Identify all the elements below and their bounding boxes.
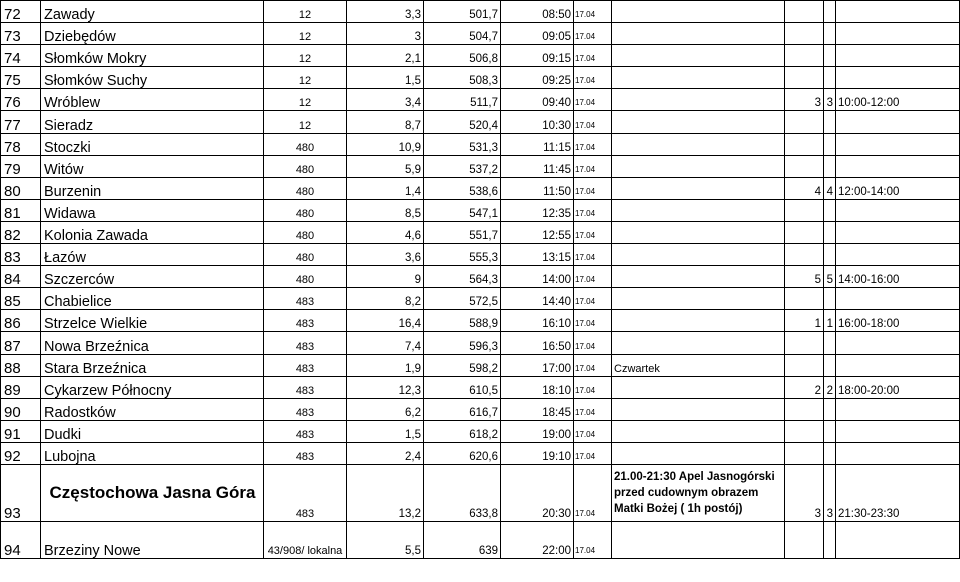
distance-km: 5,5 bbox=[347, 521, 424, 558]
total-km: 572,5 bbox=[424, 288, 501, 310]
table-row bbox=[1, 1, 960, 23]
arrival-time: 19:00 bbox=[501, 420, 574, 442]
stop-count-b bbox=[824, 45, 836, 67]
stop-note bbox=[612, 521, 785, 558]
stop-note bbox=[612, 89, 785, 111]
distance-km: 2,1 bbox=[347, 45, 424, 67]
arrival-time: 16:50 bbox=[501, 332, 574, 354]
total-km: 610,5 bbox=[424, 376, 501, 398]
arrival-time: 14:40 bbox=[501, 288, 574, 310]
arrival-time: 11:50 bbox=[501, 177, 574, 199]
distance-km: 8,5 bbox=[347, 199, 424, 221]
distance-km: 10,9 bbox=[347, 133, 424, 155]
stop-note bbox=[612, 155, 785, 177]
stop-count-b bbox=[824, 332, 836, 354]
stop-number: 83 bbox=[1, 244, 41, 266]
stop-name: Wróblew bbox=[41, 89, 264, 111]
stop-count-b bbox=[824, 67, 836, 89]
stop-number: 89 bbox=[1, 376, 41, 398]
table-row bbox=[1, 199, 960, 221]
arrival-time: 13:15 bbox=[501, 244, 574, 266]
stop-name: Nowa Brzeźnica bbox=[41, 332, 264, 354]
stop-count-a bbox=[785, 221, 824, 243]
arrival-date: 17.04 bbox=[574, 420, 612, 442]
distance-km: 8,2 bbox=[347, 288, 424, 310]
road-number: 483 bbox=[264, 288, 347, 310]
road-number: 480 bbox=[264, 221, 347, 243]
stop-count-a bbox=[785, 23, 824, 45]
arrival-time: 16:10 bbox=[501, 310, 574, 332]
stop-hours bbox=[836, 244, 960, 266]
stop-count-a: 2 bbox=[785, 376, 824, 398]
stop-name: Częstochowa Jasna Góra bbox=[41, 464, 264, 521]
stop-note bbox=[612, 221, 785, 243]
stop-hours bbox=[836, 521, 960, 558]
distance-km: 13,2 bbox=[347, 464, 424, 521]
arrival-time: 18:45 bbox=[501, 398, 574, 420]
arrival-date: 17.04 bbox=[574, 398, 612, 420]
stop-number: 92 bbox=[1, 442, 41, 464]
stop-name: Dudki bbox=[41, 420, 264, 442]
stop-count-b bbox=[824, 133, 836, 155]
table-row bbox=[1, 310, 960, 332]
distance-km: 12,3 bbox=[347, 376, 424, 398]
stop-note bbox=[612, 442, 785, 464]
stop-hours: 12:00-14:00 bbox=[836, 177, 960, 199]
stop-note bbox=[612, 199, 785, 221]
table-row bbox=[1, 376, 960, 398]
arrival-date: 17.04 bbox=[574, 310, 612, 332]
total-km: 520,4 bbox=[424, 111, 501, 133]
stop-count-b bbox=[824, 521, 836, 558]
stop-number: 82 bbox=[1, 221, 41, 243]
distance-km: 1,5 bbox=[347, 67, 424, 89]
road-number: 12 bbox=[264, 23, 347, 45]
distance-km: 1,5 bbox=[347, 420, 424, 442]
stop-count-b bbox=[824, 1, 836, 23]
stop-count-a bbox=[785, 155, 824, 177]
stop-note bbox=[612, 310, 785, 332]
stop-hours bbox=[836, 442, 960, 464]
stop-count-b bbox=[824, 199, 836, 221]
table-row bbox=[1, 177, 960, 199]
total-km: 508,3 bbox=[424, 67, 501, 89]
road-number: 12 bbox=[264, 1, 347, 23]
total-km: 618,2 bbox=[424, 420, 501, 442]
arrival-time: 11:45 bbox=[501, 155, 574, 177]
road-number: 12 bbox=[264, 67, 347, 89]
stop-count-b bbox=[824, 288, 836, 310]
distance-km: 1,4 bbox=[347, 177, 424, 199]
table-body bbox=[1, 1, 960, 559]
table-row bbox=[1, 244, 960, 266]
road-number: 483 bbox=[264, 442, 347, 464]
table-row bbox=[1, 288, 960, 310]
stop-hours bbox=[836, 1, 960, 23]
road-number: 480 bbox=[264, 133, 347, 155]
arrival-time: 18:10 bbox=[501, 376, 574, 398]
stop-hours bbox=[836, 67, 960, 89]
stop-count-b bbox=[824, 420, 836, 442]
stop-count-b bbox=[824, 111, 836, 133]
arrival-time: 20:30 bbox=[501, 464, 574, 521]
total-km: 633,8 bbox=[424, 464, 501, 521]
stop-count-b: 3 bbox=[824, 464, 836, 521]
total-km: 531,3 bbox=[424, 133, 501, 155]
stop-count-b: 2 bbox=[824, 376, 836, 398]
arrival-date: 17.04 bbox=[574, 288, 612, 310]
total-km: 511,7 bbox=[424, 89, 501, 111]
road-number: 480 bbox=[264, 155, 347, 177]
arrival-date: 17.04 bbox=[574, 376, 612, 398]
stop-name: Strzelce Wielkie bbox=[41, 310, 264, 332]
table-row bbox=[1, 442, 960, 464]
arrival-time: 09:05 bbox=[501, 23, 574, 45]
stop-number: 81 bbox=[1, 199, 41, 221]
stop-number: 78 bbox=[1, 133, 41, 155]
stop-number: 85 bbox=[1, 288, 41, 310]
distance-km: 6,2 bbox=[347, 398, 424, 420]
stop-number: 93 bbox=[1, 464, 41, 521]
table-row bbox=[1, 398, 960, 420]
stop-count-b bbox=[824, 442, 836, 464]
stop-name: Brzeziny Nowe bbox=[41, 521, 264, 558]
stop-number: 74 bbox=[1, 45, 41, 67]
distance-km: 9 bbox=[347, 266, 424, 288]
stop-number: 77 bbox=[1, 111, 41, 133]
arrival-time: 12:55 bbox=[501, 221, 574, 243]
stop-count-b bbox=[824, 398, 836, 420]
road-number: 480 bbox=[264, 177, 347, 199]
stop-count-a: 4 bbox=[785, 177, 824, 199]
table-row bbox=[1, 155, 960, 177]
stop-number: 76 bbox=[1, 89, 41, 111]
arrival-time: 08:50 bbox=[501, 1, 574, 23]
stop-name: Stoczki bbox=[41, 133, 264, 155]
stop-hours bbox=[836, 45, 960, 67]
table-row bbox=[1, 332, 960, 354]
arrival-date: 17.04 bbox=[574, 221, 612, 243]
table-row bbox=[1, 420, 960, 442]
arrival-time: 19:10 bbox=[501, 442, 574, 464]
stop-note bbox=[612, 45, 785, 67]
stop-hours bbox=[836, 398, 960, 420]
stop-note bbox=[612, 244, 785, 266]
stop-count-b: 3 bbox=[824, 89, 836, 111]
stop-hours bbox=[836, 332, 960, 354]
arrival-time: 22:00 bbox=[501, 521, 574, 558]
stop-name: Witów bbox=[41, 155, 264, 177]
stop-note bbox=[612, 420, 785, 442]
table-row bbox=[1, 464, 960, 521]
stop-name: Widawa bbox=[41, 199, 264, 221]
road-number: 483 bbox=[264, 332, 347, 354]
arrival-date: 17.04 bbox=[574, 266, 612, 288]
stop-hours: 18:00-20:00 bbox=[836, 376, 960, 398]
distance-km: 1,9 bbox=[347, 354, 424, 376]
stop-count-a bbox=[785, 244, 824, 266]
stop-count-b: 1 bbox=[824, 310, 836, 332]
arrival-date: 17.04 bbox=[574, 442, 612, 464]
stop-note bbox=[612, 288, 785, 310]
distance-km: 5,9 bbox=[347, 155, 424, 177]
stop-name: Lubojna bbox=[41, 442, 264, 464]
stop-note bbox=[612, 111, 785, 133]
stop-hours bbox=[836, 199, 960, 221]
stop-hours: 10:00-12:00 bbox=[836, 89, 960, 111]
arrival-time: 11:15 bbox=[501, 133, 574, 155]
stop-name: Słomków Suchy bbox=[41, 67, 264, 89]
stop-note bbox=[612, 177, 785, 199]
stop-note bbox=[612, 266, 785, 288]
total-km: 551,7 bbox=[424, 221, 501, 243]
road-number: 483 bbox=[264, 354, 347, 376]
stop-count-a bbox=[785, 133, 824, 155]
arrival-date: 17.04 bbox=[574, 45, 612, 67]
distance-km: 16,4 bbox=[347, 310, 424, 332]
stop-count-b bbox=[824, 23, 836, 45]
stop-note bbox=[612, 133, 785, 155]
stop-note bbox=[612, 398, 785, 420]
stop-count-a bbox=[785, 420, 824, 442]
arrival-date: 17.04 bbox=[574, 244, 612, 266]
total-km: 501,7 bbox=[424, 1, 501, 23]
stop-count-a bbox=[785, 332, 824, 354]
road-number: 483 bbox=[264, 420, 347, 442]
arrival-time: 12:35 bbox=[501, 199, 574, 221]
stop-note bbox=[612, 376, 785, 398]
stop-hours bbox=[836, 23, 960, 45]
stop-count-a bbox=[785, 111, 824, 133]
stop-note bbox=[612, 23, 785, 45]
distance-km: 4,6 bbox=[347, 221, 424, 243]
road-number: 12 bbox=[264, 111, 347, 133]
road-number: 483 bbox=[264, 376, 347, 398]
total-km: 555,3 bbox=[424, 244, 501, 266]
stop-name: Słomków Mokry bbox=[41, 45, 264, 67]
stop-count-a: 3 bbox=[785, 89, 824, 111]
stop-number: 88 bbox=[1, 354, 41, 376]
stop-count-a bbox=[785, 521, 824, 558]
table-row bbox=[1, 133, 960, 155]
stop-note bbox=[612, 332, 785, 354]
stop-note: 21.00-21:30 Apel Jasnogórski przed cudownym obrazem Matki Bożej ( 1h postój) bbox=[612, 464, 785, 521]
stop-count-b bbox=[824, 354, 836, 376]
arrival-time: 09:25 bbox=[501, 67, 574, 89]
road-number: 43/908/ lokalna bbox=[264, 521, 347, 558]
stop-count-b: 4 bbox=[824, 177, 836, 199]
stop-note bbox=[612, 1, 785, 23]
stop-hours: 21:30-23:30 bbox=[836, 464, 960, 521]
stop-number: 80 bbox=[1, 177, 41, 199]
stop-name: Chabielice bbox=[41, 288, 264, 310]
stop-count-a: 3 bbox=[785, 464, 824, 521]
stop-hours bbox=[836, 288, 960, 310]
stop-hours: 14:00-16:00 bbox=[836, 266, 960, 288]
stop-count-b bbox=[824, 155, 836, 177]
total-km: 620,6 bbox=[424, 442, 501, 464]
stop-name: Kolonia Zawada bbox=[41, 221, 264, 243]
road-number: 480 bbox=[264, 244, 347, 266]
stop-number: 90 bbox=[1, 398, 41, 420]
stop-number: 75 bbox=[1, 67, 41, 89]
table-row bbox=[1, 521, 960, 558]
road-number: 483 bbox=[264, 398, 347, 420]
stop-hours bbox=[836, 221, 960, 243]
table-row bbox=[1, 221, 960, 243]
stop-hours bbox=[836, 133, 960, 155]
stop-count-a bbox=[785, 199, 824, 221]
stop-count-a bbox=[785, 288, 824, 310]
total-km: 616,7 bbox=[424, 398, 501, 420]
stop-name: Dziebędów bbox=[41, 23, 264, 45]
table-row bbox=[1, 89, 960, 111]
road-number: 12 bbox=[264, 45, 347, 67]
total-km: 547,1 bbox=[424, 199, 501, 221]
total-km: 596,3 bbox=[424, 332, 501, 354]
table-row bbox=[1, 111, 960, 133]
arrival-date: 17.04 bbox=[574, 111, 612, 133]
stop-hours bbox=[836, 111, 960, 133]
arrival-time: 10:30 bbox=[501, 111, 574, 133]
arrival-date: 17.04 bbox=[574, 199, 612, 221]
arrival-date: 17.04 bbox=[574, 354, 612, 376]
road-number: 483 bbox=[264, 310, 347, 332]
stop-count-a bbox=[785, 45, 824, 67]
total-km: 639 bbox=[424, 521, 501, 558]
road-number: 480 bbox=[264, 266, 347, 288]
stop-name: Stara Brzeźnica bbox=[41, 354, 264, 376]
table-row bbox=[1, 23, 960, 45]
stop-hours: 16:00-18:00 bbox=[836, 310, 960, 332]
arrival-date: 17.04 bbox=[574, 1, 612, 23]
total-km: 588,9 bbox=[424, 310, 501, 332]
stop-name: Cykarzew Północny bbox=[41, 376, 264, 398]
distance-km: 3 bbox=[347, 23, 424, 45]
arrival-date: 17.04 bbox=[574, 133, 612, 155]
stop-count-a bbox=[785, 442, 824, 464]
arrival-time: 17:00 bbox=[501, 354, 574, 376]
stop-number: 94 bbox=[1, 521, 41, 558]
distance-km: 3,6 bbox=[347, 244, 424, 266]
table-row bbox=[1, 45, 960, 67]
road-number: 480 bbox=[264, 199, 347, 221]
stop-name: Łazów bbox=[41, 244, 264, 266]
total-km: 504,7 bbox=[424, 23, 501, 45]
stop-count-a bbox=[785, 1, 824, 23]
arrival-date: 17.04 bbox=[574, 332, 612, 354]
total-km: 598,2 bbox=[424, 354, 501, 376]
stop-count-b bbox=[824, 221, 836, 243]
stop-number: 73 bbox=[1, 23, 41, 45]
stop-name: Szczerców bbox=[41, 266, 264, 288]
stop-count-a bbox=[785, 398, 824, 420]
arrival-time: 09:15 bbox=[501, 45, 574, 67]
arrival-date: 17.04 bbox=[574, 67, 612, 89]
arrival-date: 17.04 bbox=[574, 89, 612, 111]
arrival-date: 17.04 bbox=[574, 464, 612, 521]
table-row bbox=[1, 266, 960, 288]
total-km: 564,3 bbox=[424, 266, 501, 288]
stop-note: Czwartek bbox=[612, 354, 785, 376]
arrival-date: 17.04 bbox=[574, 521, 612, 558]
stop-name: Sieradz bbox=[41, 111, 264, 133]
stop-hours bbox=[836, 155, 960, 177]
distance-km: 7,4 bbox=[347, 332, 424, 354]
table-row bbox=[1, 67, 960, 89]
stop-name: Radostków bbox=[41, 398, 264, 420]
stop-hours bbox=[836, 420, 960, 442]
stop-number: 91 bbox=[1, 420, 41, 442]
distance-km: 8,7 bbox=[347, 111, 424, 133]
arrival-time: 14:00 bbox=[501, 266, 574, 288]
arrival-date: 17.04 bbox=[574, 155, 612, 177]
stop-count-a bbox=[785, 67, 824, 89]
total-km: 538,6 bbox=[424, 177, 501, 199]
stop-count-b: 5 bbox=[824, 266, 836, 288]
table-row bbox=[1, 354, 960, 376]
stop-number: 87 bbox=[1, 332, 41, 354]
stop-count-b bbox=[824, 244, 836, 266]
distance-km: 2,4 bbox=[347, 442, 424, 464]
total-km: 506,8 bbox=[424, 45, 501, 67]
road-number: 483 bbox=[264, 464, 347, 521]
stop-count-a bbox=[785, 354, 824, 376]
stop-number: 79 bbox=[1, 155, 41, 177]
stop-name: Zawady bbox=[41, 1, 264, 23]
stop-number: 84 bbox=[1, 266, 41, 288]
arrival-time: 09:40 bbox=[501, 89, 574, 111]
stop-hours bbox=[836, 354, 960, 376]
stop-note bbox=[612, 67, 785, 89]
distance-km: 3,4 bbox=[347, 89, 424, 111]
arrival-date: 17.04 bbox=[574, 177, 612, 199]
stop-count-a: 1 bbox=[785, 310, 824, 332]
stop-number: 72 bbox=[1, 1, 41, 23]
stop-number: 86 bbox=[1, 310, 41, 332]
road-number: 12 bbox=[264, 89, 347, 111]
distance-km: 3,3 bbox=[347, 1, 424, 23]
stop-name: Burzenin bbox=[41, 177, 264, 199]
arrival-date: 17.04 bbox=[574, 23, 612, 45]
total-km: 537,2 bbox=[424, 155, 501, 177]
stop-count-a: 5 bbox=[785, 266, 824, 288]
